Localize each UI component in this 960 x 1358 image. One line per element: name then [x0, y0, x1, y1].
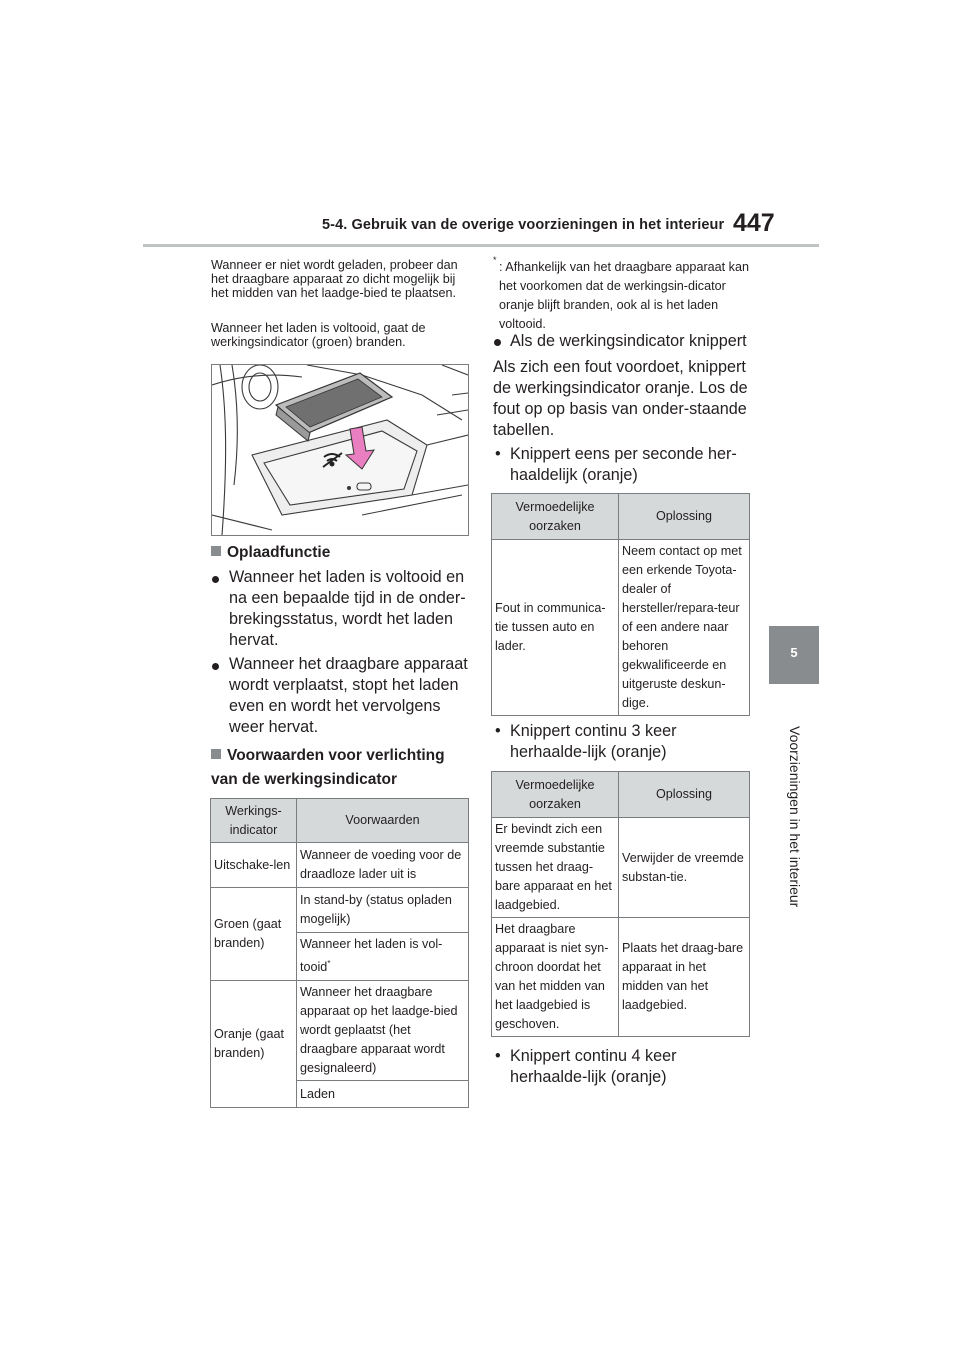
footnote-marker: * [493, 255, 497, 265]
table-cell: Neem contact op met een erkende Toyota-dealer of hersteller/repara-teur of een andere naar behoren gekwalificeerde en uitgeruste deskun-dige. [619, 540, 750, 716]
footnote-marker: * [327, 959, 331, 969]
table-row [211, 981, 469, 1081]
table-header-row [211, 799, 469, 843]
table-cell: Wanneer het draagbare apparaat op het laadge-bied wordt geplaatst (het draagbare apparaat wordt gesignaleerd) [297, 981, 469, 1081]
heading-text: Oplaadfunctie [227, 544, 331, 561]
table-header-row [492, 772, 750, 818]
page-number: 447 [733, 209, 775, 237]
table-cell: Uitschake-len [211, 843, 297, 888]
table-cell: Verwijder de vreemde substan-tie. [619, 818, 750, 918]
bullet-icon [212, 576, 219, 583]
dash-marker: • [495, 445, 501, 463]
table-row [492, 540, 750, 716]
footnote-text: : Afhankelijk van het draagbare apparaat kan het voorkomen dat de werkingsin-dicator oranje blijft branden, ook al is het laden voltooid. [499, 260, 749, 331]
header-rule [143, 244, 819, 247]
chapter-tab [769, 626, 819, 684]
table-cell: Wanneer de voeding voor de draadloze lader uit is [297, 843, 469, 888]
table-cell: Groen (gaat branden) [211, 888, 297, 981]
dash-marker: • [495, 722, 501, 740]
table-row [211, 888, 469, 933]
table-cell: Fout in communica-tie tussen auto en lader. [492, 540, 619, 716]
bullet-text-1: Wanneer het laden is voltooid en na een bepaalde tijd in de onder-brekingsstatus, wordt het laden hervat. [229, 568, 466, 649]
table-header-cell: Voorwaarden [297, 799, 469, 843]
table-cell: Oranje (gaat branden) [211, 981, 297, 1108]
illustration-svg [212, 365, 468, 535]
dash-item-2: Knippert continu 3 keer herhaalde-lijk (oranje) [510, 722, 677, 761]
intro-paragraph-1: Wanneer er niet wordt geladen, probeer dan het draagbare apparaat zo dicht mogelijk bij het midden van het laadge-bied te plaatsen. [211, 258, 458, 300]
dash-item-3: Knippert continu 4 keer herhaalde-lijk (oranje) [510, 1047, 677, 1086]
blink-paragraph: Als zich een fout voordoet, knippert de werkingsindicator oranje. Los de fout op op basis van onder-staande tabellen. [493, 358, 748, 439]
table-header-cell: Oplossing [619, 494, 750, 540]
table-header-cell: Vermoedelijke oorzaken [492, 494, 619, 540]
section-title: 5-4. Gebruik van de overige voorzieningen in het interieur [322, 217, 725, 233]
table-header-cell: Oplossing [619, 772, 750, 818]
heading-voorwaarden [211, 744, 471, 792]
table-cell: In stand-by (status opladen mogelijk) [297, 888, 469, 933]
bullet-icon [494, 339, 501, 346]
heading-oplaadfunctie [211, 541, 471, 565]
cell-text: Wanneer het laden is vol-tooid [300, 937, 443, 975]
dash-item-1: Knippert eens per seconde her-haaldelijk (oranje) [510, 445, 737, 484]
cause-table-1 [491, 493, 750, 716]
table-cell: Laden [297, 1081, 469, 1108]
table-row [211, 843, 469, 888]
cause-table-2 [491, 771, 750, 1037]
table-cell [297, 933, 469, 981]
bullet-text-2: Wanneer het draagbare apparaat wordt verplaatst, stopt het laden even en wordt het vervolgens weer hervat. [229, 655, 468, 736]
table-row [492, 918, 750, 1037]
heading-text: Voorwaarden voor verlichting van de werkingsindicator [211, 747, 445, 788]
square-marker-icon [211, 546, 221, 556]
table-row [492, 818, 750, 918]
indicator-table [210, 798, 469, 1108]
bullet-icon [212, 663, 219, 670]
dash-marker: • [495, 1047, 501, 1065]
chapter-number: 5 [790, 645, 798, 660]
table-cell: Het draagbare apparaat is niet syn-chroon doordat het van het midden van het laadgebied is geschoven. [492, 918, 619, 1037]
wireless-charger-illustration [211, 364, 469, 536]
intro-paragraph-2: Wanneer het laden is voltooid, gaat de werkingsindicator (groen) branden. [211, 321, 426, 349]
table-header-cell: Werkings-indicator [211, 799, 297, 843]
table-header-cell: Vermoedelijke oorzaken [492, 772, 619, 818]
chapter-title: Voorzieningen in het interieur [787, 726, 803, 908]
table-header-row [492, 494, 750, 540]
table-cell: Er bevindt zich een vreemde substantie tussen het draag-bare apparaat en het laadgebied. [492, 818, 619, 918]
square-marker-icon [211, 749, 221, 759]
blink-heading: Als de werkingsindicator knippert [510, 332, 747, 350]
table-cell: Plaats het draag-bare apparaat in het midden van het laadgebied. [619, 918, 750, 1037]
